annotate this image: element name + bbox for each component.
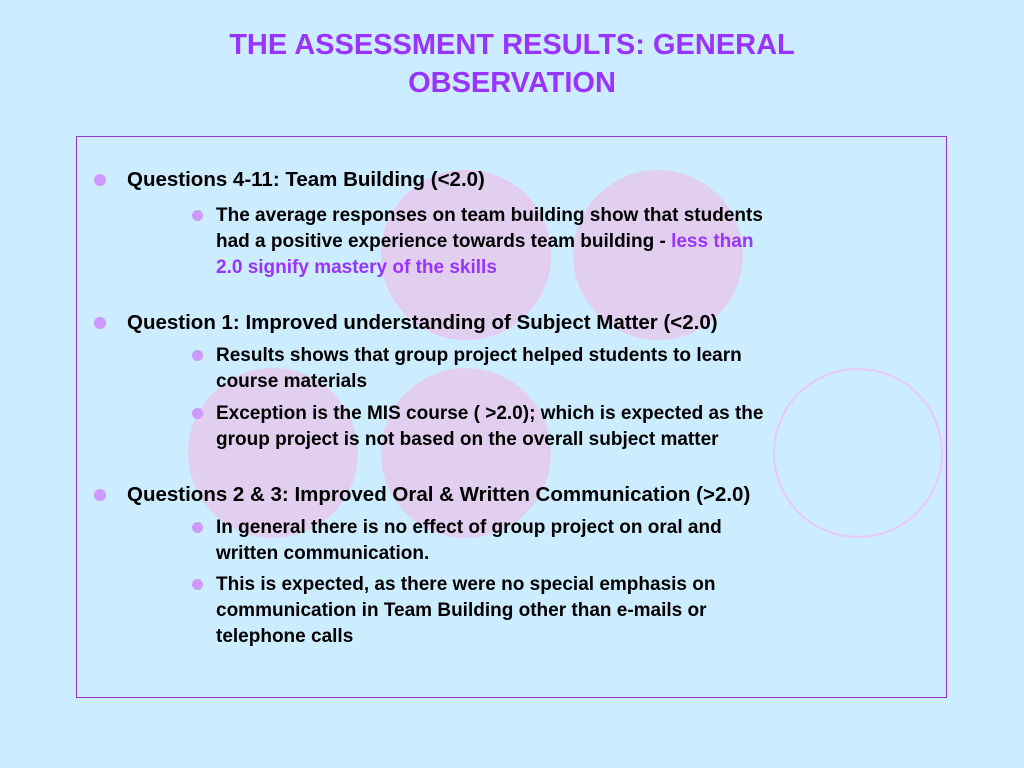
bullet-icon <box>94 317 106 329</box>
content-box <box>76 136 947 698</box>
point-text: This is expected, as there were no special emphasis on <box>216 574 716 595</box>
point-text: group project is not based on the overall subject matter <box>216 429 719 450</box>
point-text: In general there is no effect of group project on oral and <box>216 517 722 538</box>
point-text <box>216 229 753 255</box>
highlight-text: 2.0 signify mastery of the skills <box>216 257 497 278</box>
bullet-icon <box>94 174 106 186</box>
section-heading: Question 1: Improved understanding of Subject Matter (<2.0) <box>127 311 718 334</box>
highlight-text: less than <box>671 231 754 252</box>
point-text: written communication. <box>216 543 430 564</box>
point-text: Exception is the MIS course ( >2.0); which is expected as the <box>216 403 764 424</box>
point-text: telephone calls <box>216 626 354 647</box>
bullet-icon <box>94 489 106 501</box>
point-text: course materials <box>216 371 368 392</box>
point-text: communication in Team Building other than e-mails or <box>216 600 707 621</box>
point-text-part: had a positive experience towards team building - <box>216 231 672 252</box>
slide-title <box>0 26 1024 102</box>
section-heading: Questions 2 & 3: Improved Oral & Written Communication (>2.0) <box>127 483 751 506</box>
point-text: The average responses on team building show that students <box>216 205 763 226</box>
section-heading: Questions 4-11: Team Building (<2.0) <box>127 168 485 191</box>
point-text: Results shows that group project helped students to learn <box>216 345 742 366</box>
slide-title-line: OBSERVATION <box>408 67 616 99</box>
bullet-icon <box>192 350 203 361</box>
bullet-icon <box>192 210 203 221</box>
slide-title-line: THE ASSESSMENT RESULTS: GENERAL <box>229 29 795 61</box>
bullet-icon <box>192 522 203 533</box>
bullet-list <box>77 137 947 698</box>
bullet-icon <box>192 408 203 419</box>
bullet-icon <box>192 579 203 590</box>
